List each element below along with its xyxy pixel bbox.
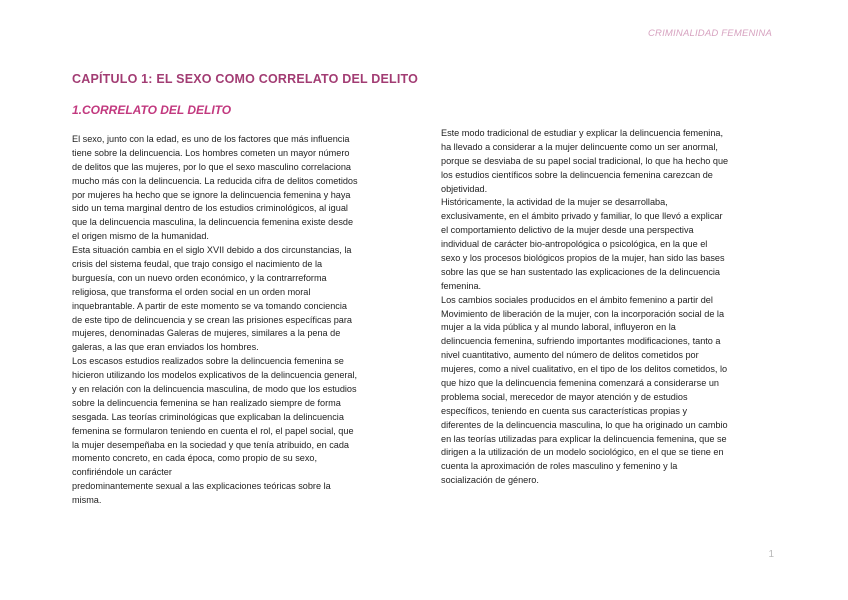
text-line: el origen mismo de la humanidad. [72,231,209,242]
text-line: cuenta la aproximación de roles masculino y femenino y la [441,461,678,472]
text-line: hicieron utilizando los modelos explicativos de la delincuencia general, [72,370,358,381]
text-line: El sexo, junto con la edad, es uno de los factores que más influencia [72,134,350,144]
text-line: específicos, teniendo en cuenta sus características propias y [441,405,688,416]
text-line: socialización de género. [441,475,539,486]
text-line: Movimiento de liberación de la mujer, con la incorporación social de la [441,308,725,319]
text-line: burguesía, con un nuevo orden económico, y la contrarreforma [72,272,327,283]
text-line: femenina se formularon teniendo en cuenta el rol, el papel social, que [72,425,354,436]
page-number: 1 [768,549,774,560]
text-line: individual de carácter bio-antropológica o psicológica, en la que el [441,239,708,250]
right-column-text [441,127,779,488]
chapter-title: CAPÍTULO 1: EL SEXO COMO CORRELATO DEL DELITO [72,72,419,86]
text-line: y en relación con la delincuencia masculina, de modo que los estudios [72,384,357,395]
text-line: de delitos que las mujeres, por lo que el sexo masculino correlaciona [72,161,351,172]
text-line: inquebrantable. A partir de este momento se va tomando conciencia [72,300,347,311]
text-line: nivel cuantitativo, aumento del número de delitos cometidos por [441,350,699,361]
text-line: mujer a la vida pública y al mundo laboral, influyeron en la [441,322,676,333]
text-line: Esta situación cambia en el siglo XVII debido a dos circunstancias, la [72,245,352,256]
text-line: confiriéndole un carácter [72,467,172,478]
section-title: 1.CORRELATO DEL DELITO [72,103,232,117]
text-line: galeras, a las que eran enviados los hombres. [72,342,259,353]
text-line: en las teorías utilizadas para explicar la delincuencia femenina, que se [441,433,727,444]
text-line: por mujeres ha hecho que se ignore la delincuencia femenina y haya [72,189,351,200]
text-line: mujeres, denominadas Galeras de mujeres, similares a la pena de [72,328,341,339]
text-line: mucho más con la delincuencia. La reducida cifra de delitos cometidos [72,175,358,186]
text-line: objetividad. [441,183,488,194]
text-line: que la delincuencia masculina, la delincuencia femenina existe desde [72,217,354,228]
text-line: diferentes de la delincuencia masculina, lo que ha originado un cambio [441,419,728,430]
running-header: CRIMINALIDAD FEMENINA [647,28,772,39]
text-line: predominantemente sexual a las explicaciones teóricas sobre la [72,481,331,492]
text-line: sido un tema marginal dentro de los estudios criminológicos, al igual [72,203,348,214]
left-column-text [72,133,410,508]
text-line: misma. [72,495,102,506]
text-line: Históricamente, la actividad de la mujer se desarrollaba, [441,197,668,208]
text-line: exclusivamente, en el ámbito privado y familiar, lo que llevó a explicar [441,211,723,222]
text-line: el comportamiento delictivo de la mujer desde una perspectiva [441,225,694,236]
text-line: problema social, merecedor de mayor atención y de estudios [441,391,688,402]
text-line: sesgada. Las teorías criminológicas que explicaban la delincuencia [72,411,344,422]
text-line: dirigen a la utilización de un modelo sociológico, en el que se tiene en [441,447,724,458]
text-line: de este tipo de delincuencia y se crean las prisiones específicas para [72,314,352,325]
text-line: sexo y los procesos biológicos propios de la mujer, han sido las bases [441,253,725,264]
text-line: sobre las que se han sustentado las explicaciones de la delincuencia [441,266,721,277]
text-line: momento concreto, en cada época, como propio de su sexo, [72,453,317,464]
text-line: los estudios científicos sobre la delincuencia femenina carezcan de [441,169,713,180]
text-line: tiene sobre la delincuencia. Los hombres cometen un mayor número [72,147,350,158]
text-line: la mujer desempeñaba en la sociedad y que tenía atribuido, en cada [72,439,349,450]
text-line: porque se desviaba de su papel social tradicional, lo que ha hecho que [441,155,729,166]
text-line: sobre la delincuencia femenina se han realizado siempre de forma [72,397,341,408]
text-line: Los cambios sociales producidos en el ámbito femenino a partir del [441,294,713,305]
text-line: mujeres, como a nivel cualitativo, en el tipo de los delitos cometidos, lo [441,364,728,375]
text-line: Este modo tradicional de estudiar y explicar la delincuencia femenina, [441,128,724,138]
text-line: femenina. [441,280,482,291]
text-line: Los escasos estudios realizados sobre la delincuencia femenina se [72,356,344,367]
text-line: que hizo que la delincuencia femenina comenzará a considerarse un [441,378,719,389]
text-line: ha llevado a considerar a la mujer delincuente como un ser anormal, [441,141,718,152]
text-line: delincuencia femenina, sufriendo importantes modificaciones, tanto a [441,336,721,347]
text-line: crisis del sistema feudal, que trajo consigo el nacimiento de la [72,259,323,270]
text-line: religiosa, que transforma el orden social en un orden moral [72,286,311,297]
